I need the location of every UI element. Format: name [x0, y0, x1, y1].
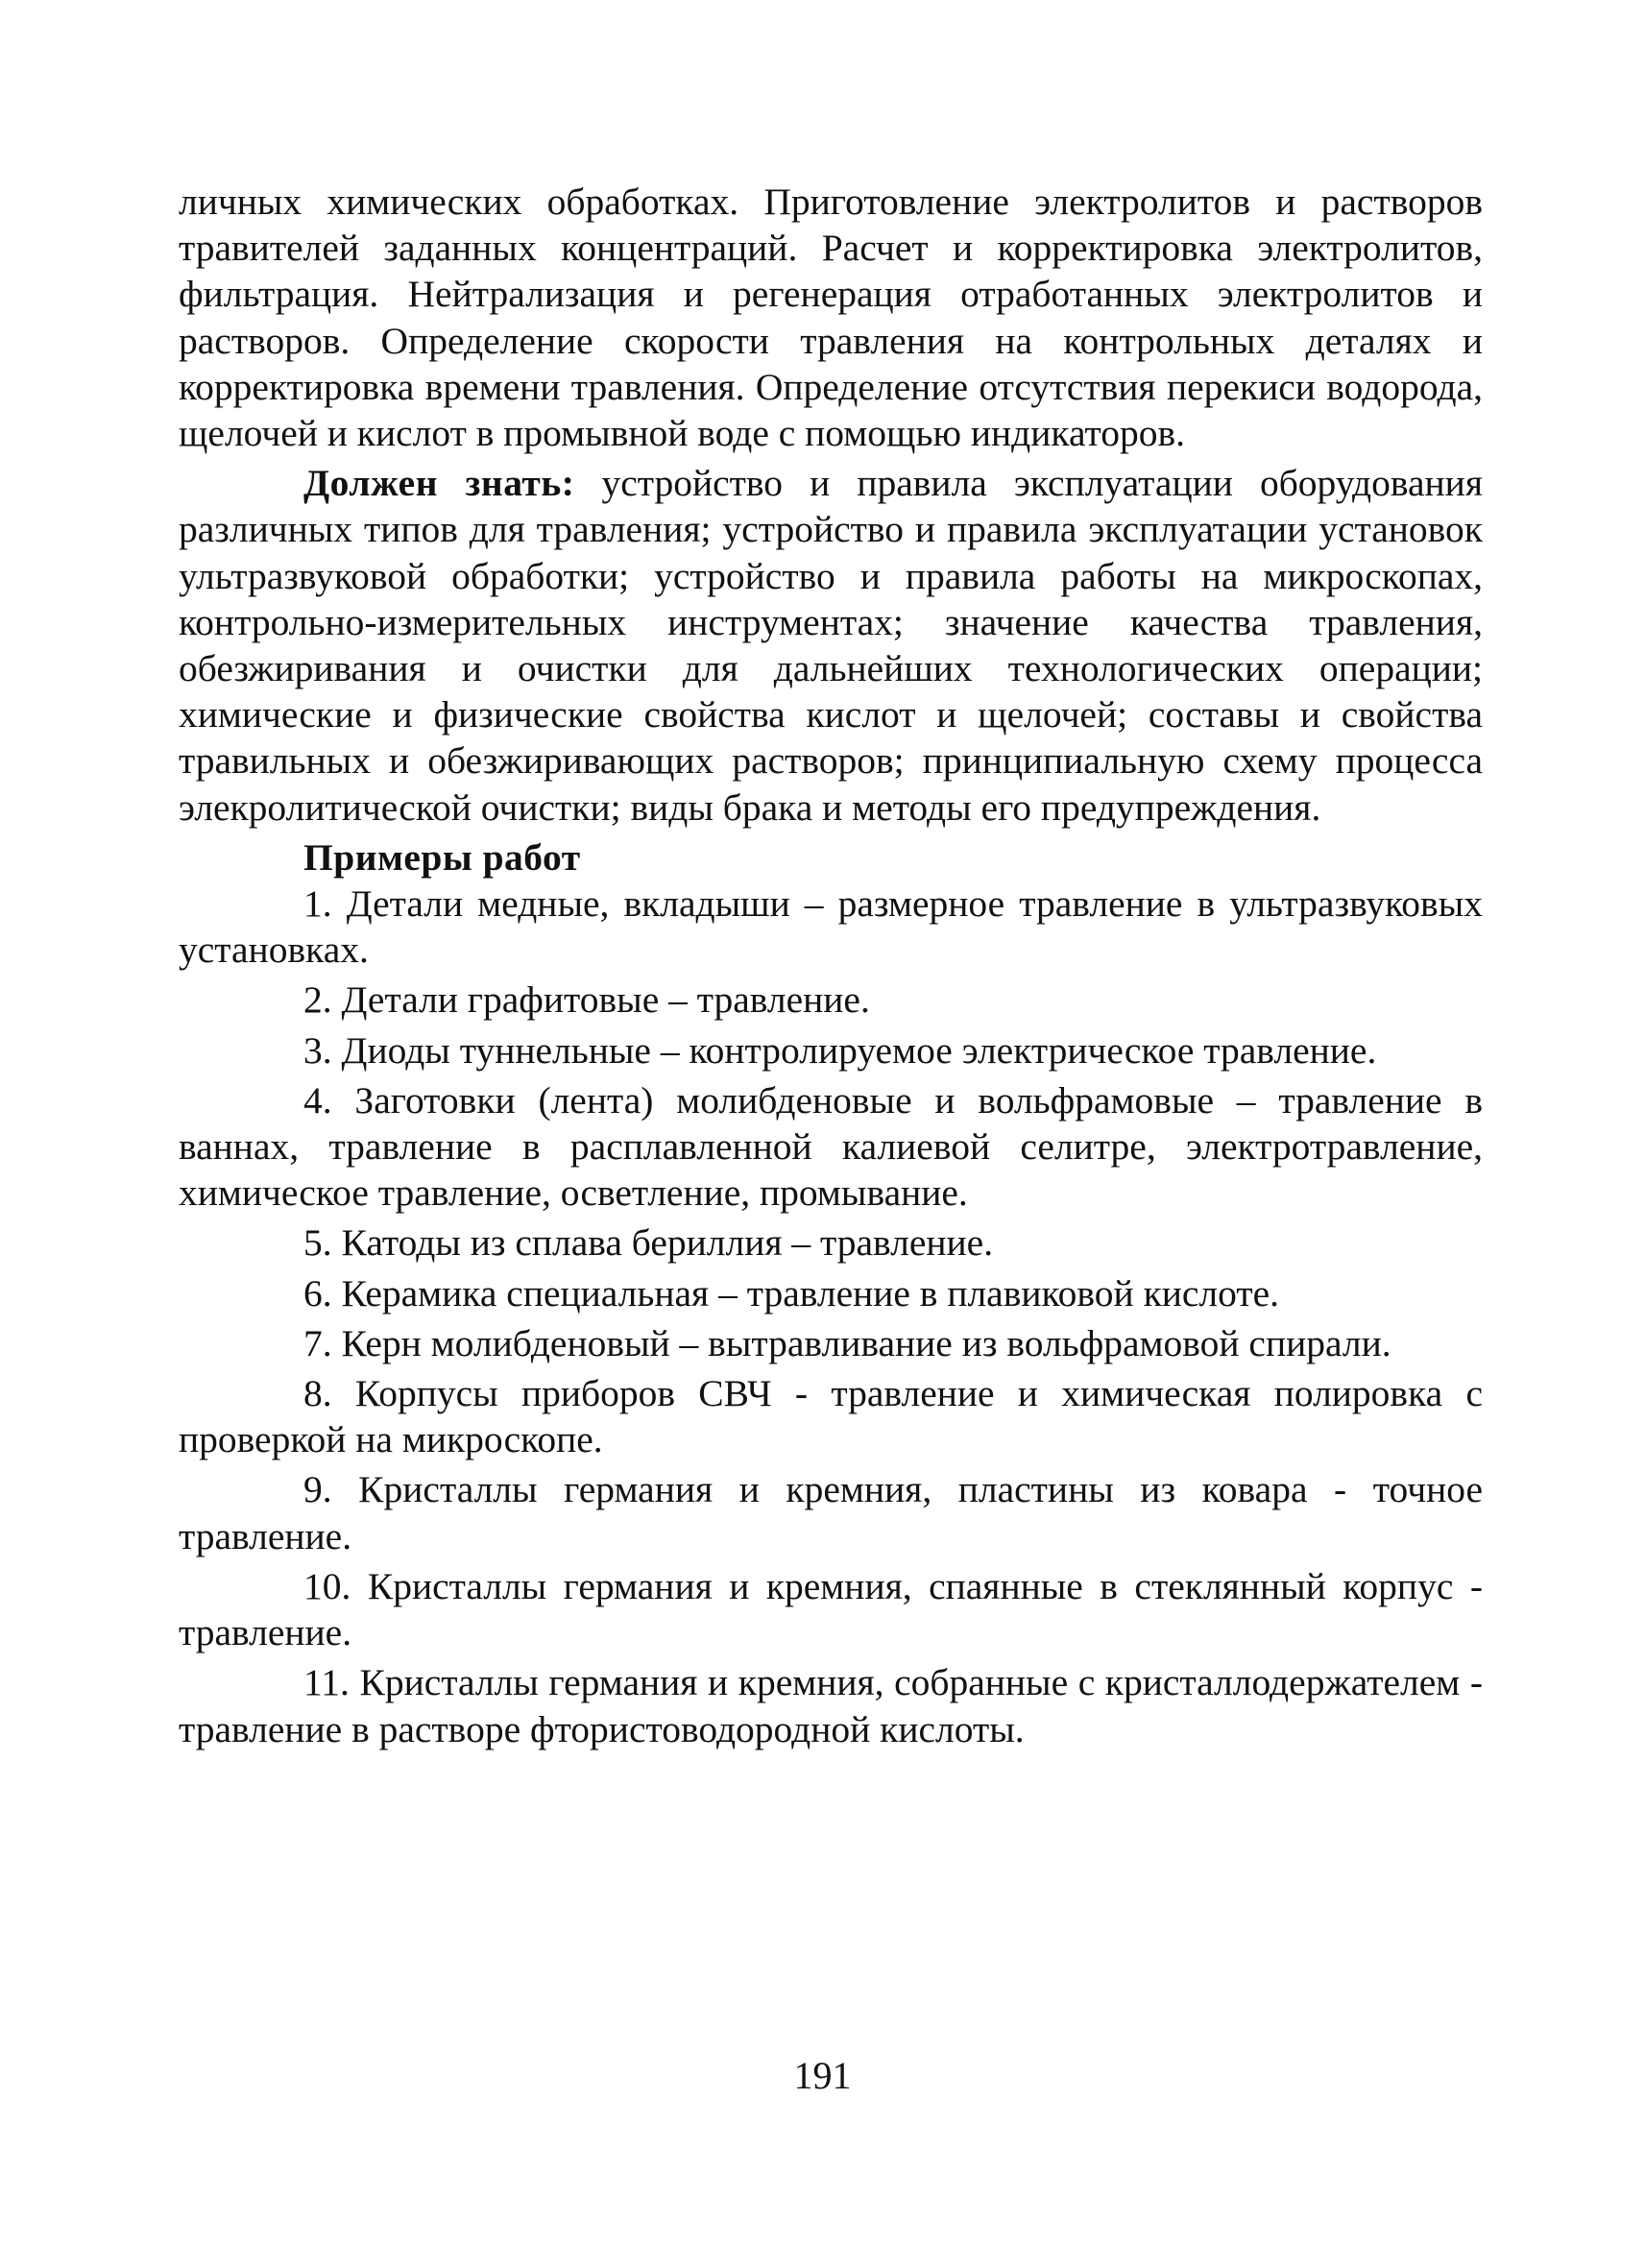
must-know-label: Должен знать:	[303, 462, 575, 505]
example-item-2: 2. Детали графитовые – травление.	[303, 978, 870, 1022]
example-item-1: 1. Детали медные, вкладыши – размерное травление в ультразвуковых установках.	[179, 882, 1483, 972]
example-item-7: 7. Керн молибденовый – вытравливание из вольфрамовой спирали.	[303, 1321, 1391, 1364]
example-item-10: 10. Кристаллы германия и кремния, спаянные в стеклянный корпус - травление.	[179, 1564, 1483, 1654]
must-know-text: устройство и правила эксплуатации оборудования различных типов для травления; устройство и правила эксплуатации установок ультразвуковой обработки; устройство и правила работы на микроскопах, контрольно-измерительных инструментах; значение качества травления, обезжиривания и очистки для дальнейших технологических операции; химические и физические свойства кислот и щелочей; составы и свойства травильных и обезжиривающих растворов; принципиальную схему процесса элекролитической очистки; виды брака и методы его предупреждения.	[179, 462, 1483, 829]
examples-heading: Примеры работ	[303, 835, 581, 879]
example-item-4: 4. Заготовки (лента) молибденовые и вольфрамовые – травление в ваннах, травление в расплавленной калиевой селитре, электротравление, химическое травление, осветление, промывание.	[179, 1078, 1483, 1215]
intro-paragraph: личных химических обработках. Приготовление электролитов и растворов травителей заданных концентраций. Расчет и корректировка электролитов, фильтрация. Нейтрализация и регенерация отработанных электролитов и растворов. Определение скорости травления на контрольных деталях и корректировка времени травления. Определение отсутствия перекиси водорода, щелочей и кислот в промывной воде с помощью индикаторов.	[179, 181, 1483, 455]
example-item-8: 8. Корпусы приборов СВЧ - травление и химическая полировка с проверкой на микроскопе.	[179, 1372, 1483, 1461]
example-item-3: 3. Диоды туннельные – контролируемое электрическое травление.	[303, 1028, 1377, 1072]
page-body	[179, 179, 1483, 1752]
example-item-5: 5. Катоды из сплава бериллия – травление.	[303, 1221, 994, 1265]
must-know-paragraph	[179, 460, 1483, 831]
example-item-11: 11. Кристаллы германия и кремния, собранные с кристаллодержателем - травление в растворе фтористоводородной кислоты.	[179, 1661, 1483, 1750]
example-item-9: 9. Кристаллы германия и кремния, пластины из ковара - точное травление.	[179, 1468, 1483, 1557]
page-number: 191	[793, 2054, 852, 2097]
example-item-6: 6. Керамика специальная – травление в плавиковой кислоте.	[303, 1271, 1280, 1315]
